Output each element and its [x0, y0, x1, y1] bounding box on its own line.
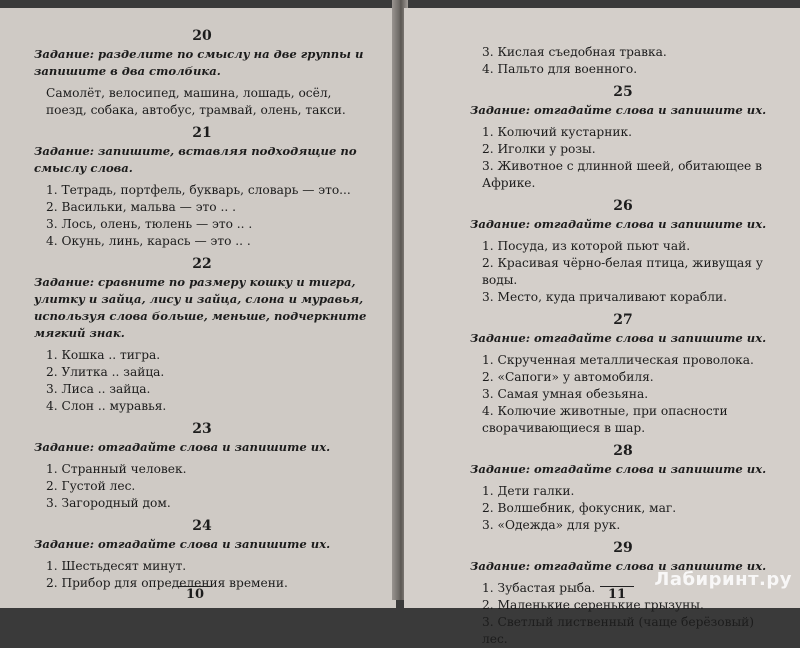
exercise-line: 1. Зубастая рыба.: [482, 581, 596, 595]
exercise-task: Задание: отгадайте слова и запишите их.: [470, 559, 767, 573]
labirint-watermark: Лабиринт.ру: [654, 569, 792, 590]
exercise-line: 1. Шестьдесят минут.: [46, 559, 187, 573]
exercise-line: 2. Густой лес.: [46, 479, 136, 493]
exercise-number: 29: [613, 540, 633, 556]
exercise-task: Задание: отгадайте слова и запишите их.: [470, 103, 767, 117]
exercise-line: 3. Лиса .. зайца.: [46, 382, 151, 396]
exercise-task: Задание: отгадайте слова и запишите их.: [34, 537, 331, 551]
exercise-line: 2. Васильки, мальва — это .. .: [46, 200, 237, 214]
exercise-number: 25: [613, 84, 633, 100]
exercise-number: 28: [613, 443, 633, 459]
exercise-line: 2. Улитка .. зайца.: [46, 365, 165, 379]
exercise-task: Задание: отгадайте слова и запишите их.: [34, 440, 331, 454]
exercise-27: [470, 312, 776, 437]
exercise-line: 3. Самая умная обезьяна.: [482, 387, 649, 401]
exercise-line: 3. Животное с длинной шеей, обитающее в Африке.: [482, 159, 762, 190]
exercise-line: 1. Дети галки.: [482, 484, 575, 498]
exercise-number: 20: [192, 28, 212, 44]
right-page: [404, 8, 800, 646]
exercise-line: 3. «Одежда» для рук.: [482, 518, 621, 532]
exercise-task: Задание: разделите по смыслу на две группы и запишите в два столбика.: [34, 47, 364, 78]
page-number: 10: [178, 586, 212, 602]
exercise-line: 2. Красивая чёрно-белая птица, живущая у воды.: [482, 256, 763, 287]
exercise-20: [34, 28, 370, 119]
exercise-line: 1. Кошка .. тигра.: [46, 348, 161, 362]
exercise-task: Задание: сравните по размеру кошку и тигра, улитку и зайца, лису и зайца, слона и муравья, используя слова больше, меньше, подчеркните мягкий знак.: [34, 275, 367, 340]
exercise-24: [34, 518, 370, 592]
exercise-line: 1. Скрученная металлическая проволока.: [482, 353, 754, 367]
exercise-task: Задание: отгадайте слова и запишите их.: [470, 462, 767, 476]
exercise-line: 2. Иголки у розы.: [482, 142, 596, 156]
exercise-number: 23: [192, 421, 212, 437]
exercise-28: [470, 443, 776, 534]
exercise-number: 24: [192, 518, 212, 534]
exercise-number: 26: [613, 198, 633, 214]
exercise-line: 3. Светлый лиственный (чаще берёзовый) лес.: [482, 615, 755, 646]
exercise-task: Задание: отгадайте слова и запишите их.: [470, 331, 767, 345]
exercise-line: Самолёт, велосипед, машина, лошадь, осёл, поезд, собака, автобус, трамвай, олень, такси.: [46, 86, 346, 117]
exercise-24-continuation: [470, 44, 776, 78]
exercise-23: [34, 421, 370, 512]
exercise-number: 22: [192, 256, 212, 272]
exercise-line: 1. Странный человек.: [46, 462, 187, 476]
exercise-line: 3. Лось, олень, тюлень — это .. .: [46, 217, 253, 231]
exercise-25: [470, 84, 776, 192]
exercise-line: 2. Волшебник, фокусник, маг.: [482, 501, 677, 515]
exercise-task: Задание: запишите, вставляя подходящие по смыслу слова.: [34, 144, 357, 175]
exercise-line: 2. «Сапоги» у автомобиля.: [482, 370, 654, 384]
exercise-line: 3. Место, куда причаливают корабли.: [482, 290, 727, 304]
exercise-line: 3. Кислая съедобная травка.: [482, 45, 667, 59]
exercise-line: 4. Окунь, линь, карась — это .. .: [46, 234, 251, 248]
exercise-line: 2. Прибор для определения времени.: [46, 576, 288, 590]
page-number: 11: [600, 586, 634, 602]
exercise-number: 27: [613, 312, 633, 328]
exercise-22: [34, 256, 370, 415]
exercise-line: 3. Загородный дом.: [46, 496, 171, 510]
exercise-26: [470, 198, 776, 306]
exercise-line: 1. Посуда, из которой пьют чай.: [482, 239, 691, 253]
exercise-line: 4. Колючие животные, при опасности сворачивающиеся в шар.: [482, 404, 728, 435]
exercise-line: 4. Слон .. муравья.: [46, 399, 167, 413]
exercise-line: 2. Маленькие серенькие грызуны.: [482, 598, 704, 612]
exercise-task: Задание: отгадайте слова и запишите их.: [470, 217, 767, 231]
exercise-21: [34, 125, 370, 250]
exercise-number: 21: [192, 125, 212, 141]
exercise-line: 1. Тетрадь, портфель, букварь, словарь — это...: [46, 183, 351, 197]
exercise-line: 4. Пальто для военного.: [482, 62, 638, 76]
exercise-line: 1. Колючий кустарник.: [482, 125, 632, 139]
left-page: [0, 8, 396, 608]
